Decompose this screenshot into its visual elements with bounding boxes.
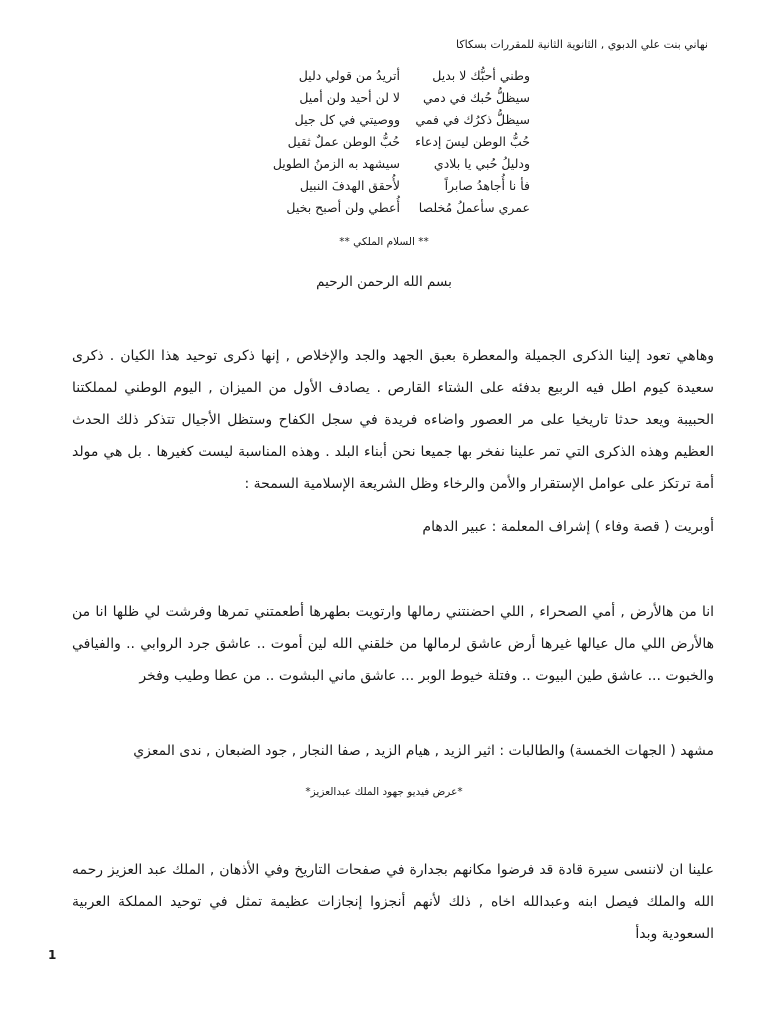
poem-verse-second-half: لأُحقق الهدفَ النبيل [299, 178, 400, 193]
poem-row [230, 112, 530, 134]
poem-row [230, 90, 530, 112]
poem-row [230, 68, 530, 90]
page-number: 1 [48, 948, 57, 962]
poem-row [230, 178, 530, 200]
basmala-heading: بسم الله الرحمن الرحيم [316, 274, 452, 290]
poem-verse-second-half: أتريدُ من قولي دليل [298, 68, 400, 83]
poem-verse-first-half: سيظلُّ ذكرُك في فمي [415, 112, 530, 127]
poem-verse-first-half: فأ نا أُجاهدُ صابراً [444, 178, 530, 193]
author-header: نهاني بنت علي الدبوي , الثانوية الثانية للمقررات بسكاكا [455, 38, 708, 51]
poem-verse-second-half: لا لن أحيد ولن أميل [299, 90, 400, 105]
poem-verse-second-half: حُبُّ الوطن عملٌ ثقيل [287, 134, 400, 149]
poem-verse-second-half: سيشهد به الزمنُ الطويل [272, 156, 400, 171]
operetta-paragraph: انا من هالأرض , أمي الصحراء , اللي احضنتني رمالها وارتويت بطهرها أطعمتني تمرها وفرشت لي ظلها انا من هالأرض اللي مال عيالها غيرها أرض عاشق لرمالها من خلقني الله لين أموت .. عاشق جرد الروابي .. والفيافي والخبوت ... عاشق طين البيوت .. وفتلة خيوط الوبر ... عاشق ماني البشوت .. من عطا وطيب وفخر [72, 604, 714, 684]
poem-verse-first-half: سيظلُّ حُبك في دمي [423, 90, 530, 105]
poem-row [230, 200, 530, 222]
poem [230, 68, 530, 222]
poem-row [230, 156, 530, 178]
royal-anthem-credit: ** السلام الملكي ** [339, 236, 429, 248]
leaders-paragraph: علينا ان لاننسى سيرة قادة قد فرضوا مكانهم بجدارة في صفحات التاريخ وفي الأذهان , الملك عبد العزيز رحمه الله والملك فيصل ابنه وعبدالله اخاه , ذلك لأنهم أنجزوا إنجازات عظيمة تمثل في توحيد المملكة العربية السعودية وبدأ [72, 862, 714, 942]
poem-verse-second-half: أُعطي ولن أصبح بخيل [286, 200, 400, 215]
poem-row [230, 134, 530, 156]
scene-line: مشهد ( الجهات الخمسة) والطالبات : اثير الزيد , هيام الزيد , صفا النجار , جود الضبعان , ندى المعزي [133, 743, 714, 759]
poem-verse-first-half: حُبُّ الوطن ليسَ إدعاء [415, 134, 530, 149]
poem-verse-first-half: ودليلُ حُبي يا بلادي [433, 156, 530, 171]
poem-verse-first-half: عمري سأعملُ مُخلصا [418, 200, 530, 215]
intro-paragraph: وهاهي تعود إلينا الذكرى الجميلة والمعطرة بعبق الجهد والجد والإخلاص , إنها ذكرى توحيد هذا الكيان . ذكرى سعيدة كيوم اطل فيه الربيع بدفئه على الشتاء القارص . يصادف الأول من الميزان , اليوم الوطني لمملكتنا الحبيبة ويعد حدثا تاريخيا على مر العصور واضاءه فريدة في سجل الكفاح وستظل الأجيال تتذكر ذلك الحدث العظيم وهذه الذكرى التي تمر علينا نفخر بها جميعا نحن أبناء البلد . وهذه المناسبة ليست كغيرها . بل هي مولد أمة ترتكز على عوامل الإستقرار والأمن والرخاء وظل الشريعة الإسلامية السمحة : [72, 348, 714, 492]
poem-verse-second-half: ووصيتي في كل جيل [294, 112, 400, 127]
poem-verse-first-half: وطني أحبُّك لا بديل [432, 68, 530, 83]
video-note: *عرض فيديو جهود الملك عبدالعزيز* [305, 786, 463, 798]
operetta-line: أوبريت ( قصة وفاء ) إشراف المعلمة : عبير الدهام [422, 519, 714, 535]
